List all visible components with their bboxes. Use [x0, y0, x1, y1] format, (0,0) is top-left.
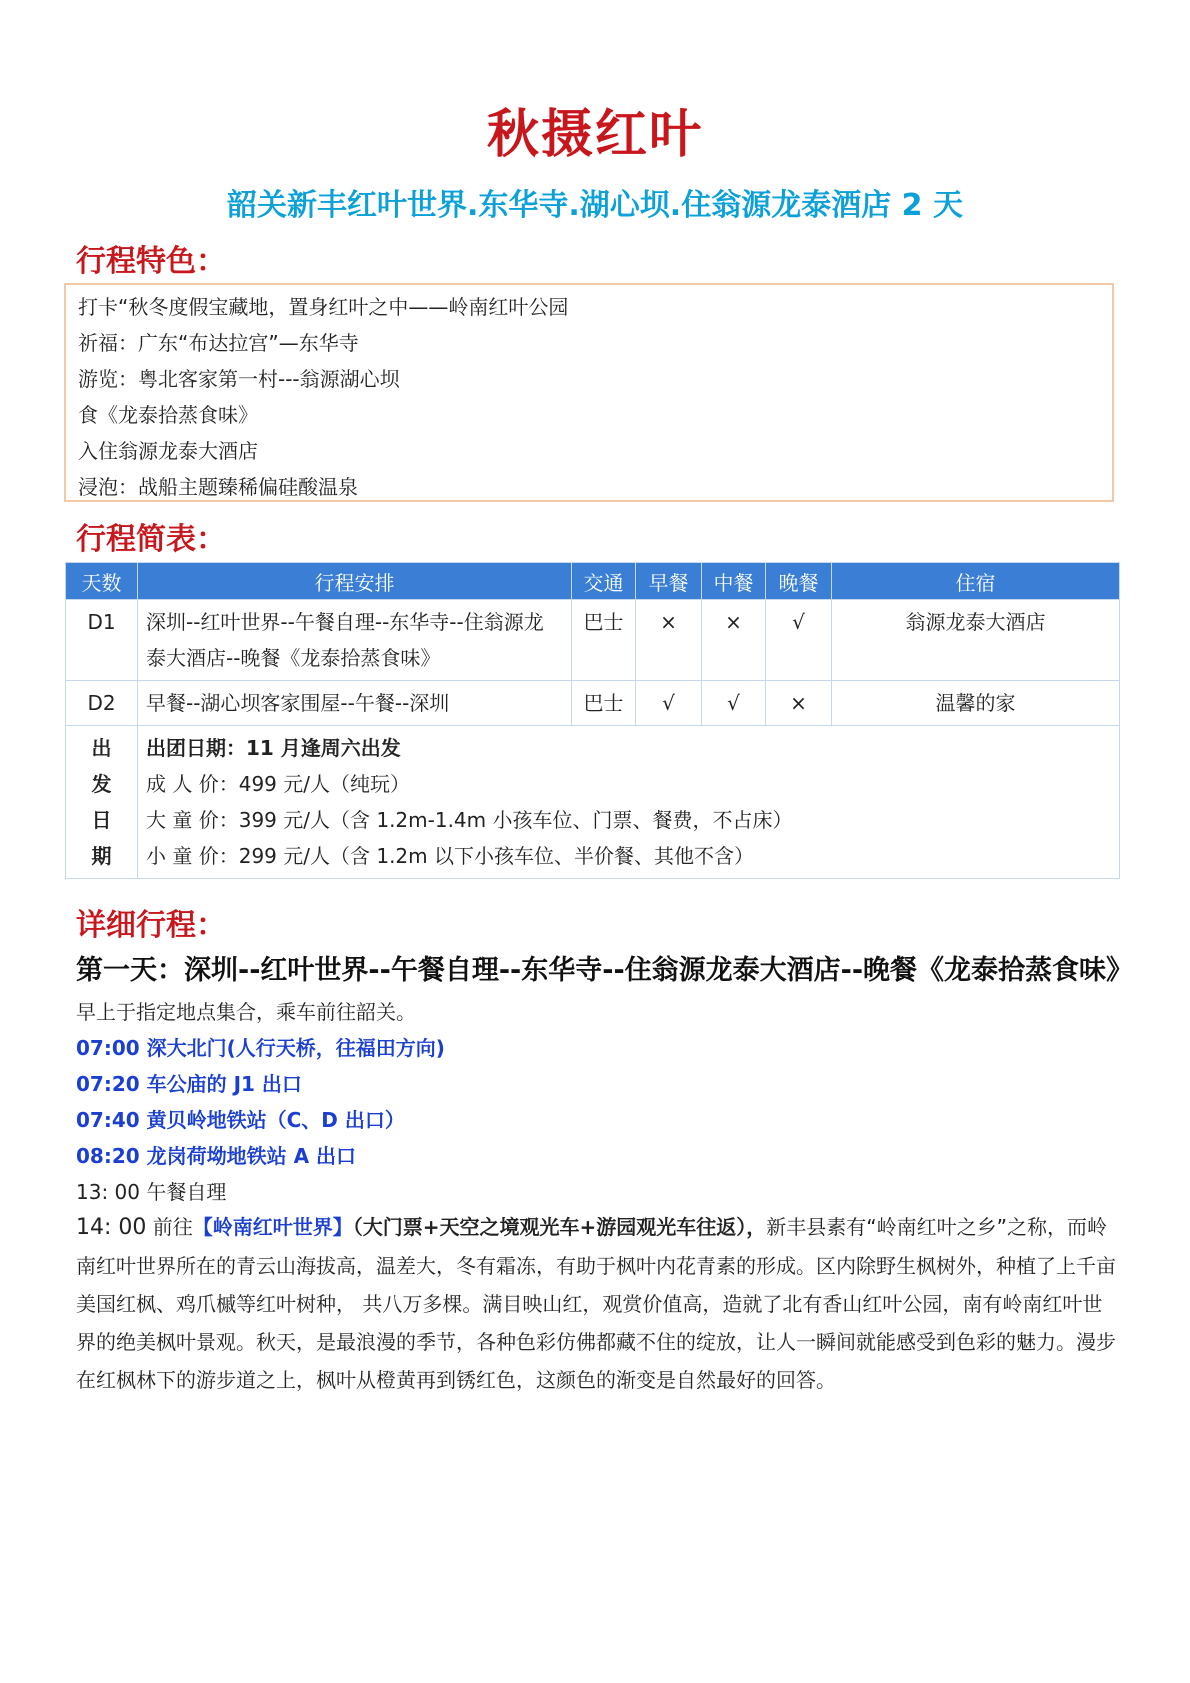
features-heading: 行程特色： [76, 244, 226, 279]
price-young-child: 小 童 价：299 元/人（含 1.2m 以下小孩车位、半价餐、其他不含） [146, 844, 754, 868]
day-cell: D2 [66, 681, 138, 726]
schedule-table [65, 562, 1120, 879]
column-header: 行程安排 [138, 563, 572, 600]
detail-heading: 详细行程： [76, 908, 226, 943]
transport-cell: 巴士 [572, 681, 636, 726]
para-text: 新丰县素有“岭南红叶之乡”之称，而岭南红叶世界所在的青云山海拔高，温差大，冬有霜冻，有助于枫叶内花青素的形成。区内除野生枫树外，种植了上千亩美国红枫、鸡爪槭等红叶树种， 共八万多棵。满目映山红，观赏价值高，造就了北有香山红叶公园，南有岭南红叶世界的绝美枫叶景观。秋天，是最浪漫的季节，各种色彩仿佛都藏不住的绽放，让人一瞬间就能感受到色彩的魅力。漫步在红枫林下的游步道之上，枫叶从橙黄再到锈红色，这颜色的渐变是自然最好的回答。 [76, 1215, 1116, 1392]
pickup-point: 07:20 车公庙的 J1 出口 [76, 1072, 302, 1096]
transport-cell: 巴士 [572, 600, 636, 681]
plan-cell: 早餐--湖心坝客家围屋--午餐--深圳 [138, 681, 572, 726]
table-row [66, 600, 1120, 681]
pickup-point: 08:20 龙岗荷坳地铁站 A 出口 [76, 1144, 357, 1168]
lunch-cell: √ [702, 681, 766, 726]
feature-item: 祈福：广东“布达拉宫”—东华寺 [78, 331, 359, 355]
column-header: 天数 [66, 563, 138, 600]
breakfast-cell: √ [636, 681, 702, 726]
lunch-line: 13: 00 午餐自理 [76, 1180, 227, 1204]
price-older-child: 大 童 价：399 元/人（含 1.2m-1.4m 小孩车位、门票、餐费，不占床） [146, 808, 793, 832]
departure-date: 出团日期：11 月逢周六出发 [146, 736, 401, 760]
column-header: 住宿 [832, 563, 1120, 600]
breakfast-cell: × [636, 600, 702, 681]
hotel-cell: 翁源龙泰大酒店 [832, 600, 1120, 681]
dinner-cell: × [766, 681, 832, 726]
price-adult: 成 人 价：499 元/人（纯玩） [146, 772, 410, 796]
para-go: 前往 [146, 1215, 193, 1239]
feature-item: 入住翁源龙泰大酒店 [78, 439, 258, 463]
summary-heading: 行程简表： [76, 522, 226, 557]
para-place: 【岭南红叶世界】 [192, 1215, 353, 1239]
table-header-row [66, 563, 1120, 600]
feature-item: 打卡“秋冬度假宝藏地，置身红叶之中——岭南红叶公园 [78, 295, 569, 319]
column-header: 早餐 [636, 563, 702, 600]
day1-title: 第一天：深圳--红叶世界--午餐自理--东华寺--住翁源龙泰大酒店--晚餐《龙泰拾蒸食味》 [76, 955, 1134, 986]
plan-cell: 深圳--红叶世界--午餐自理--东华寺--住翁源龙泰大酒店--晚餐《龙泰拾蒸食味》 [138, 600, 572, 681]
column-header: 晚餐 [766, 563, 832, 600]
hotel-cell: 温馨的家 [832, 681, 1120, 726]
departure-label-char: 发 [91, 772, 112, 796]
para-ticket: （大门票+天空之境观光车+游园观光车往返）， [352, 1215, 767, 1239]
page-title: 秋摄红叶 [486, 105, 703, 165]
features-box [64, 283, 1114, 502]
pickup-point: 07:40 黄贝岭地铁站（C、D 出口） [76, 1108, 405, 1132]
pickup-point: 07:00 深大北门(人行天桥，往福田方向) [76, 1036, 445, 1060]
day-cell: D1 [66, 600, 138, 681]
table-row [66, 681, 1120, 726]
feature-item: 游览：粤北客家第一村---翁源湖心坝 [78, 367, 400, 391]
dinner-cell: √ [766, 600, 832, 681]
feature-item: 浸泡：战船主题臻稀偏硅酸温泉 [78, 475, 358, 499]
day1-intro: 早上于指定地点集合，乘车前往韶关。 [76, 1000, 416, 1024]
departure-info-cell [138, 726, 1120, 879]
day1-description [76, 1208, 1116, 1399]
departure-label-char: 期 [91, 844, 112, 868]
departure-row [66, 726, 1120, 879]
departure-label-cell [66, 726, 138, 879]
column-header: 交通 [572, 563, 636, 600]
lunch-cell: × [702, 600, 766, 681]
departure-label-char: 日 [91, 808, 112, 832]
para-time: 14: 00 [76, 1215, 147, 1240]
departure-label-char: 出 [91, 736, 112, 760]
feature-item: 食《龙泰拾蒸食味》 [78, 403, 258, 427]
column-header: 中餐 [702, 563, 766, 600]
page-subtitle: 韶关新丰红叶世界.东华寺.湖心坝.住翁源龙泰酒店 2 天 [227, 188, 963, 223]
